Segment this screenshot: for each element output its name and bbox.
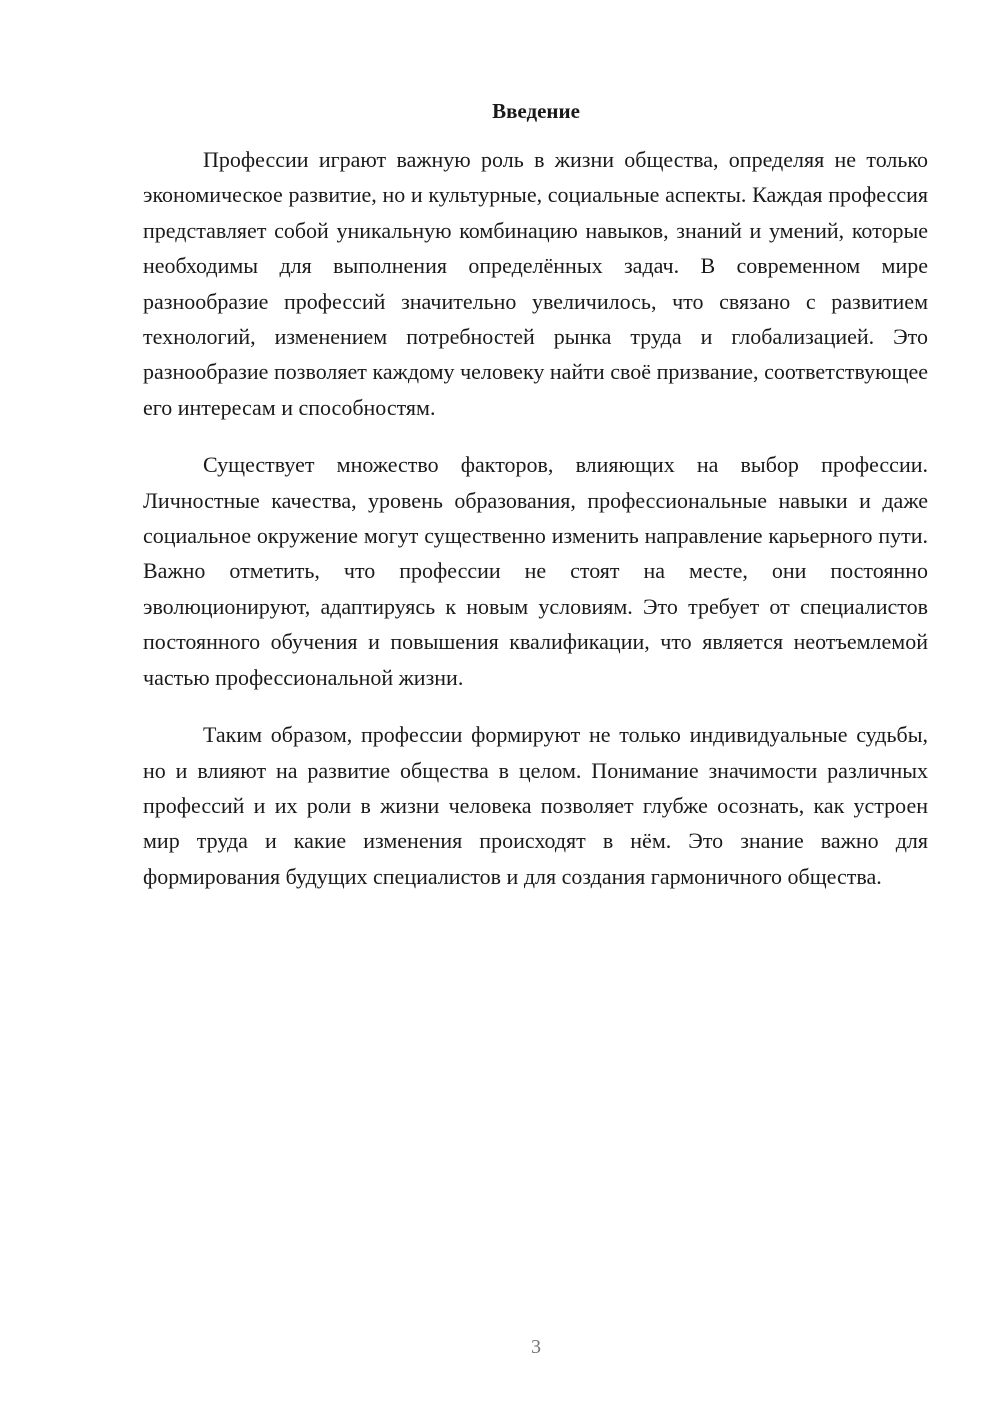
section-title: Введение <box>492 99 580 123</box>
paragraph-2: Существует множество факторов, влияющих на выбор профессии. Личностные качества, уровень образования, профессиональные навыки и даже социальное окружение могут существенно изменить направление карьерного пути. Важно отметить, что профессии не стоят на месте, они постоянно эволюционируют, адаптируясь к новым условиям. Это требует от специалистов постоянного обучения и повышения квалификации, что является неотъемлемой частью профессиональной жизни. <box>143 452 928 690</box>
paragraph-3: Таким образом, профессии формируют не только индивидуальные судьбы, но и влияют на развитие общества в целом. Понимание значимости различных профессий и их роли в жизни человека позволяет глубже осознать, как устроен мир труда и какие изменения происходят в нём. Это знание важно для формирования будущих специалистов и для создания гармоничного общества. <box>143 722 928 889</box>
body-text <box>143 142 928 916</box>
paragraph-1: Профессии играют важную роль в жизни общества, определяя не только экономическое развитие, но и культурные, социальные аспекты. Каждая профессия представляет собой уникальную комбинацию навыков, знаний и умений, которые необходимы для выполнения определённых задач. В современном мире разнообразие профессий значительно увеличилось, что связано с развитием технологий, изменением потребностей рынка труда и глобализацией. Это разнообразие позволяет каждому человеку найти своё призвание, соответствующее его интересам и способностям. <box>143 147 928 420</box>
page-number: 3 <box>531 1336 541 1358</box>
